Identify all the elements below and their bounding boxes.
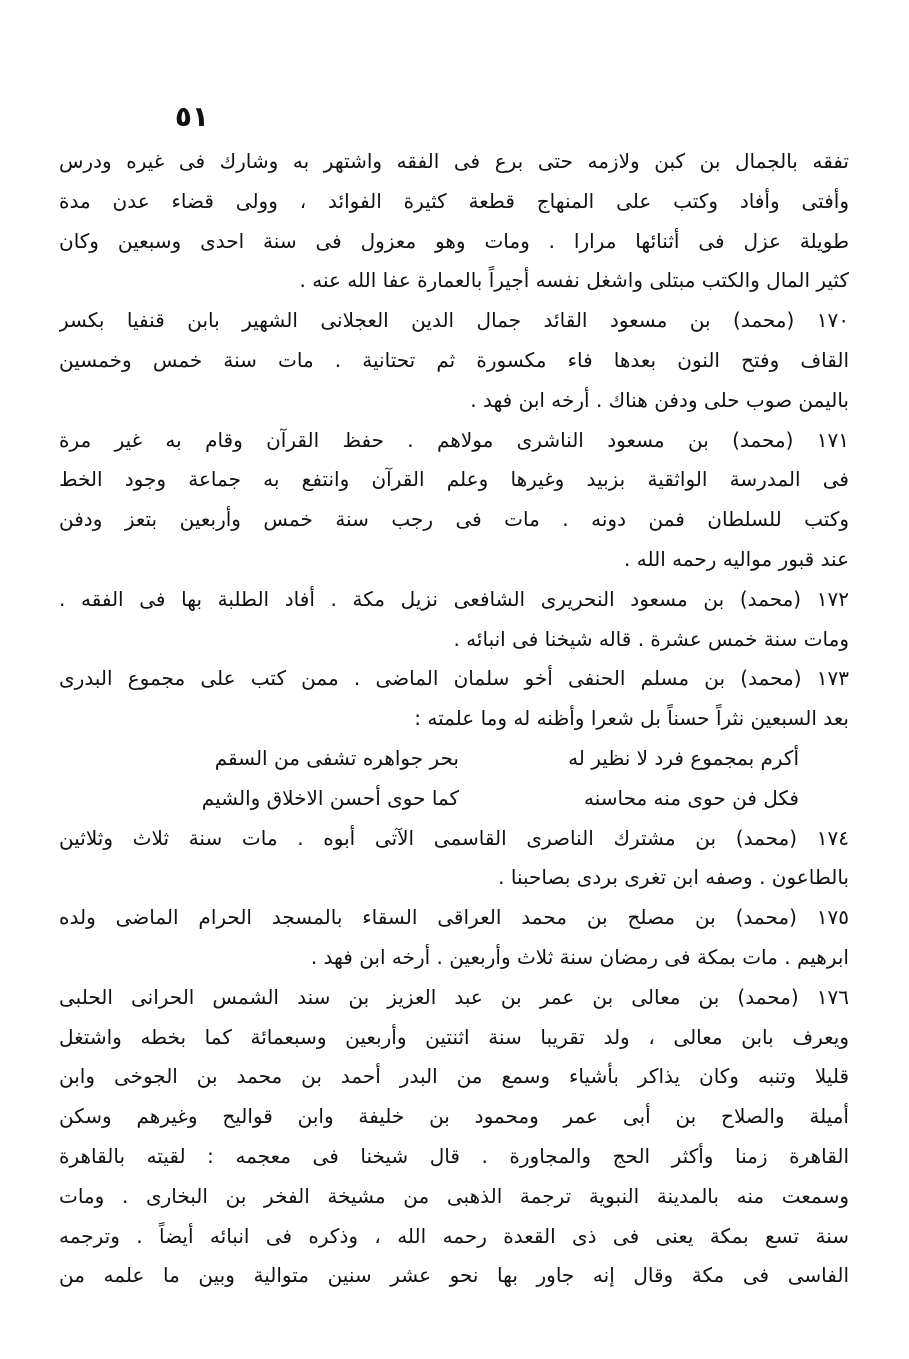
text-line: كثير المال والكتب مبتلى واشغل نفسه أجيراً بالعمارة عفا الله عنه . [299, 268, 849, 293]
text-line: الفاسى فى مكة وقال إنه جاور بها نحو عشر سنين متوالية وبين ما علمه من [59, 1263, 849, 1288]
entry-176-line: ١٧٦ (محمد) بن معالى بن عمر بن عبد العزيز بن سند الشمس الحرانى الحلبى [59, 984, 849, 1009]
text-line: ابرهيم . مات بمكة فى رمضان سنة ثلاث وأربعين . أرخه ابن فهد . [310, 944, 849, 969]
page-number: ٥١ [174, 100, 209, 133]
text-line: أميلة والصلاح بن أبى عمر ومحمود بن خليفة وابن قواليح وغيرهم وسكن [59, 1104, 849, 1129]
entry-170-line: ١٧٠ (محمد) بن مسعود القائد جمال الدين العجلانى الشهير بابن قنفيا بكسر [59, 308, 849, 333]
verse-line [59, 739, 849, 779]
verse-first-hemistich: أكرم بمجموع فرد لا نظير له [568, 745, 799, 770]
entry-175-line: ١٧٥ (محمد) بن مصلح بن محمد العراقى السقاء بالمسجد الحرام الماضى ولده [59, 905, 849, 930]
text-line: باليمن صوب حلى ودفن هناك . أرخه ابن فهد . [470, 387, 849, 412]
text-line: بالطاعون . وصفه ابن تغرى بردى بصاحبنا . [498, 865, 849, 890]
text-line: وكتب للسلطان فمن دونه . مات فى رجب سنة خمس وأربعين بتعز ودفن [59, 507, 849, 532]
verse-first-hemistich: فكل فن حوى منه محاسنه [583, 785, 799, 810]
verse-line [59, 779, 849, 819]
text-line: فى المدرسة الواثقية بزبيد وغيرها وعلم القرآن وانتفع به جماعة وجود الخط [59, 467, 849, 492]
text-line: ويعرف بابن معالى ، ولد تقريبا سنة اثنتين وأربعين وسبعمائة كما بخطه واشتغل [59, 1024, 849, 1049]
text-line: طويلة عزل فى أثنائها مرارا . ومات وهو معزول فى سنة احدى وسبعين وكان [59, 228, 849, 253]
entry-171-line: ١٧١ (محمد) بن مسعود الناشرى مولاهم . حفظ القرآن وقام به غير مرة [59, 427, 849, 452]
text-line: ومات سنة خمس عشرة . قاله شيخنا فى انبائه . [453, 626, 849, 651]
text-line: بعد السبعين نثراً حسناً بل شعرا وأظنه له وما علمته : [414, 706, 849, 731]
verse-second-hemistich: بحر جواهره تشفى من السقم [214, 745, 459, 770]
text-line: وأفتى وأفاد وكتب على المنهاج قطعة كثيرة الفوائد ، وولى قضاء عدن مدة [59, 188, 849, 213]
entry-172-line: ١٧٢ (محمد) بن مسعود النحريرى الشافعى نزيل مكة . أفاد الطلبة بها فى الفقه . [59, 586, 849, 611]
text-line: وسمعت منه بالمدينة النبوية ترجمة الذهبى من مشيخة الفخر بن البخارى . ومات [59, 1183, 849, 1208]
entry-173-line: ١٧٣ (محمد) بن مسلم الحنفى أخو سلمان الماضى . ممن كتب على مجموع البدرى [59, 666, 849, 691]
text-line: سنة تسع بمكة يعنى فى ذى القعدة رحمه الله ، وذكره فى انبائه أيضاً . وترجمه [59, 1223, 849, 1248]
text-line: قليلا وتنبه وكان يذاكر بأشياء وسمع من البدر أحمد بن محمد بن الجوخى وابن [59, 1064, 849, 1089]
text-line: القاف وفتح النون بعدها فاء مكسورة ثم تحتانية . مات سنة خمس وخمسين [59, 347, 849, 372]
body-text [59, 142, 849, 1296]
text-line: تفقه بالجمال بن كبن ولازمه حتى برع فى الفقه واشتهر به وشارك فى غيره ودرس [59, 149, 849, 173]
text-line: عند قبور مواليه رحمه الله . [624, 546, 849, 571]
text-line: القاهرة زمنا وأكثر الحج والمجاورة . قال شيخنا فى معجمه : لقيته بالقاهرة [59, 1143, 849, 1168]
verse-second-hemistich: كما حوى أحسن الاخلاق والشيم [201, 785, 459, 810]
entry-174-line: ١٧٤ (محمد) بن مشترك الناصرى القاسمى الآتى أبوه . مات سنة ثلاث وثلاثين [59, 825, 849, 850]
